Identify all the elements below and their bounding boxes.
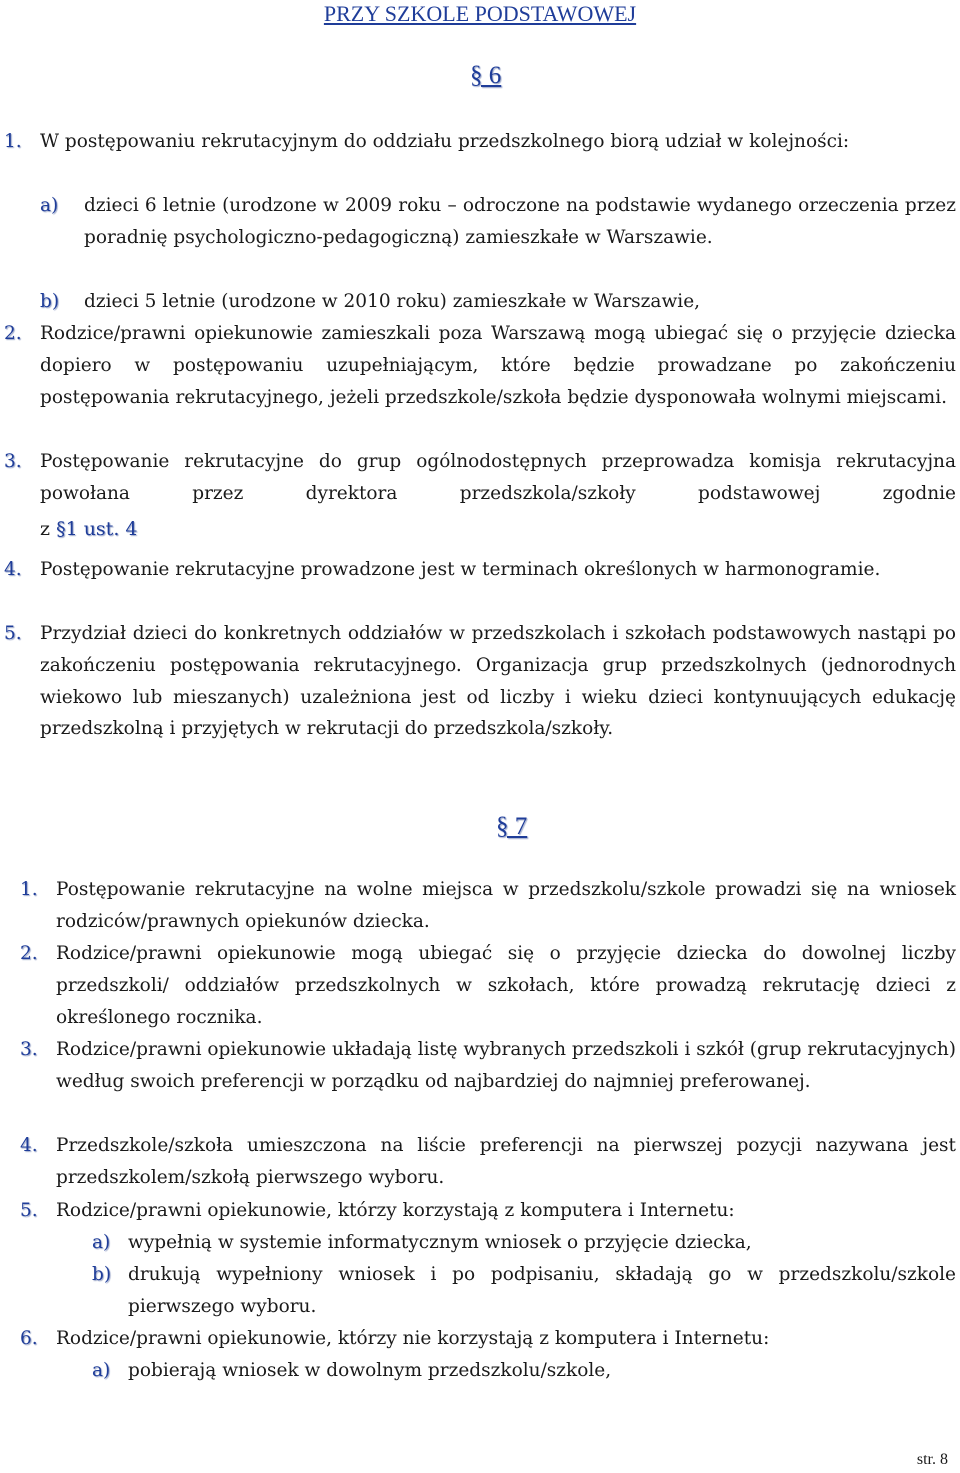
section-7-item-4 [20, 1130, 956, 1194]
item-text: Postępowanie rekrutacyjne do grup ogólnodostępnych przeprowadza komisja rekrutacyjna powołana przez dyrektora przedszkola/szkoły podstawowej zgodnie [40, 451, 956, 504]
section-7-item-3 [20, 1034, 956, 1098]
item-number: 3. [4, 451, 22, 472]
section-6-item-5 [4, 618, 956, 745]
section-6-item-2 [4, 318, 956, 413]
item-text: Przedszkole/szkoła umieszczona na liście preferencji na pierwszej pozycji nazywana jest przedszkolem/szkołą pierwszego wyboru. [56, 1135, 956, 1188]
item-text: Postępowanie rekrutacyjne na wolne miejsca w przedszkolu/szkole prowadzi się na wniosek rodziców/prawnych opiekunów dziecka. [56, 879, 956, 932]
item-number: 5. [4, 623, 22, 644]
item-text: Rodzice/prawni opiekunowie, którzy nie korzystają z komputera i Internetu: [56, 1328, 770, 1349]
item-text: Przydział dzieci do konkretnych oddziałów w przedszkolach i szkołach podstawowych nastąpi po zakończeniu postępowania rekrutacyjnego. Organizacja grup przedszkolnych (jednorodnych wiekowo lub mieszanych) uzależniona jest od liczby i wieku dzieci kontynuujących edukację przedszkolną i przyjętych w rekrutacji do przedszkola/szkoły. [40, 623, 956, 740]
item-text: dzieci 5 letnie (urodzone w 2010 roku) zamieszkałe w Warszawie, [84, 291, 701, 312]
section-7-item-1 [20, 874, 956, 938]
item-number: 1. [4, 131, 22, 152]
section-6-item-1 [4, 126, 956, 158]
item-letter: b) [40, 291, 60, 312]
page-header: PRZY SZKOLE PODSTAWOWEJ [323, 1, 637, 26]
item-number: 6. [20, 1328, 38, 1349]
item-letter: a) [92, 1232, 111, 1253]
item-number: 2. [20, 943, 38, 964]
section-6-title: § 6 [470, 62, 502, 89]
item-text: Rodzice/prawni opiekunowie zamieszkali poza Warszawą mogą ubiegać się o przyjęcie dziecka dopiero w postępowaniu uzupełniającym, które będzie prowadzane po zakończeniu postępowania rekrutacyjnego, jeżeli przedszkole/szkoła będzie dysponowała wolnymi miejscami. [40, 323, 956, 408]
item-number: 5. [20, 1200, 38, 1221]
section-7-item-5a [92, 1227, 956, 1259]
item-tail: z [40, 517, 57, 540]
item-text: pobierają wniosek w dowolnym przedszkolu/szkole, [128, 1360, 612, 1381]
item-text: Rodzice/prawni opiekunowie układają listę wybranych przedszkoli i szkół (grup rekrutacyjnych) według swoich preferencji w porządku od najbardziej do najmniej preferowanej. [56, 1039, 956, 1092]
section-6-item-1a [40, 190, 956, 254]
item-text: Postępowanie rekrutacyjne prowadzone jest w terminach określonych w harmonogramie. [40, 559, 881, 580]
item-number: 3. [20, 1039, 38, 1060]
section-6-item-4 [4, 554, 956, 586]
item-text: dzieci 6 letnie (urodzone w 2009 roku – odroczone na podstawie wydanego orzeczenia przez poradnię psychologiczno-pedagogiczną) zamieszkałe w Warszawie. [84, 195, 956, 248]
item-text: Rodzice/prawni opiekunowie mogą ubiegać się o przyjęcie dziecka do dowolnej liczby przedszkoli/ oddziałów przedszkolnych w szkołach, które prowadzą rekrutację dzieci z określonego rocznika. [56, 943, 956, 1028]
section-7-item-5b [92, 1259, 956, 1323]
section-7-item-6a [92, 1355, 956, 1387]
item-text: W postępowaniu rekrutacyjnym do oddziału przedszkolnego biorą udział w kolejności: [40, 131, 850, 152]
page-number: str. 8 [916, 1451, 948, 1468]
item-number: 2. [4, 323, 22, 344]
section-7-item-5 [20, 1195, 956, 1227]
paragraph-reference: §1 ust. 4 [56, 517, 138, 540]
item-number: 4. [20, 1135, 38, 1156]
item-number: 4. [4, 559, 22, 580]
item-text: drukują wypełniony wniosek i po podpisaniu, składają go w przedszkolu/szkole pierwszego wyboru. [128, 1264, 956, 1317]
item-letter: a) [92, 1360, 111, 1381]
section-6-item-1b [40, 286, 956, 318]
section-6-item-3 [4, 446, 956, 545]
item-number: 1. [20, 879, 38, 900]
item-text: Rodzice/prawni opiekunowie, którzy korzystają z komputera i Internetu: [56, 1200, 735, 1221]
item-letter: a) [40, 195, 59, 216]
item-text: wypełnią w systemie informatycznym wniosek o przyjęcie dziecka, [128, 1232, 752, 1253]
section-7-item-2 [20, 938, 956, 1033]
section-7-item-6 [20, 1323, 956, 1355]
item-letter: b) [92, 1264, 112, 1285]
section-7-title: § 7 [496, 813, 528, 840]
